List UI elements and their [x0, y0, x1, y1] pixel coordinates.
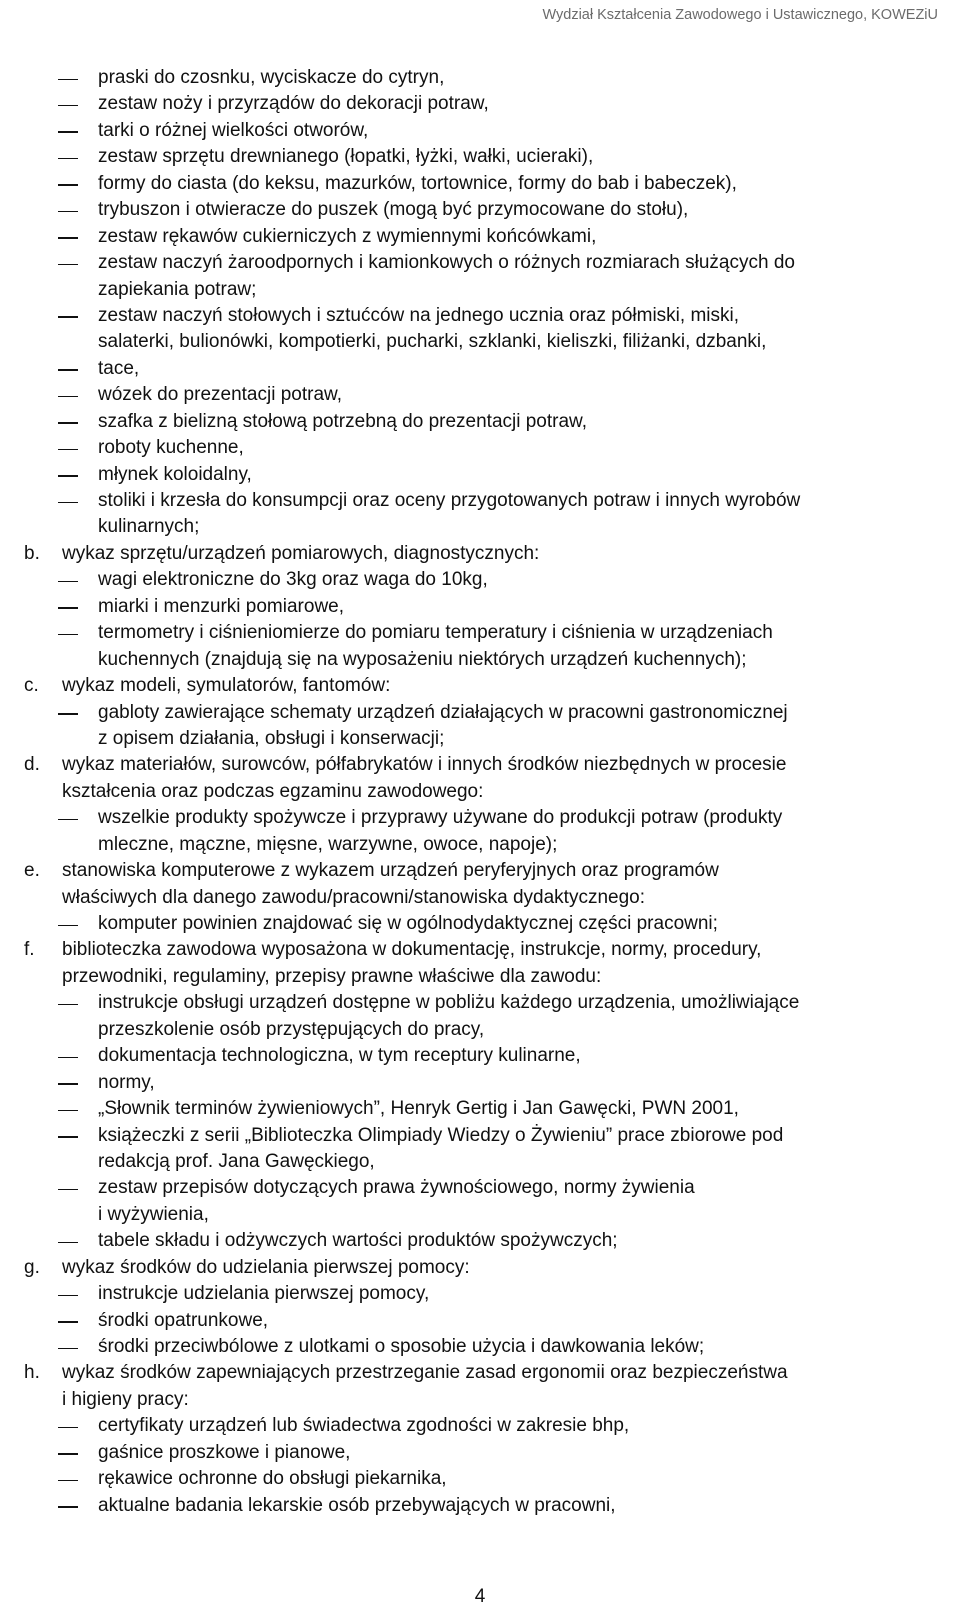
dash-bullet: [58, 264, 78, 266]
list-item: [0, 1440, 960, 1466]
line-text: „Słownik terminów żywieniowych”, Henryk Gertig i Jan Gawęcki, PWN 2001,: [98, 1098, 739, 1120]
list-item: [0, 911, 960, 937]
line-text: tace,: [98, 357, 140, 379]
line-text: stanowiska komputerowe z wykazem urządzeń peryferyjnych oraz programów: [62, 860, 719, 882]
line-text: zestaw naczyń stołowych i sztućców na jednego ucznia oraz półmiski, miski,: [98, 304, 739, 326]
line-text: gabloty zawierające schematy urządzeń działających w pracowni gastronomicznej: [98, 701, 788, 723]
dash-bullet: [58, 1057, 78, 1059]
line-text: termometry i ciśnieniomierze do pomiaru temperatury i ciśnienia w urządzeniach: [98, 622, 773, 644]
line-text: komputer powinien znajdować się w ogólnodydaktycznej części pracowni;: [98, 913, 718, 934]
list-item-continuation: [0, 832, 960, 858]
line-text: zestaw sprzętu drewnianego (łopatki, łyżki, wałki, ucieraki),: [98, 146, 594, 168]
section-marker: b.: [24, 542, 40, 564]
dash-bullet: [58, 211, 78, 213]
list-item: [0, 1493, 960, 1519]
line-text: normy,: [98, 1071, 155, 1093]
line-text: rękawice ochronne do obsługi piekarnika,: [98, 1468, 447, 1490]
section-marker: e.: [24, 860, 40, 882]
section-marker: d.: [24, 754, 40, 776]
dash-bullet: [58, 502, 78, 504]
dash-bullet: [58, 819, 78, 821]
page-header: Wydział Kształcenia Zawodowego i Ustawicznego, KOWEZiU: [542, 7, 938, 23]
dash-bullet: [58, 1242, 78, 1244]
section-marker: g.: [24, 1256, 40, 1278]
list-item: [0, 91, 960, 117]
line-text: zestaw rękawów cukierniczych z wymiennymi końcówkami,: [98, 225, 597, 247]
list-item: [0, 594, 960, 620]
list-item-continuation: [0, 1387, 960, 1413]
list-item: [0, 990, 960, 1016]
line-text: wykaz materiałów, surowców, półfabrykatów i innych środków niezbędnych w procesie: [62, 754, 787, 776]
dash-bullet: [58, 396, 78, 398]
line-text: i wyżywienia,: [98, 1203, 209, 1225]
line-text: instrukcje obsługi urządzeń dostępne w pobliżu każdego urządzenia, umożliwiające: [98, 992, 800, 1014]
line-text: praski do czosnku, wyciskacze do cytryn,: [98, 67, 445, 88]
list-item: [0, 144, 960, 170]
line-text: roboty kuchenne,: [98, 437, 244, 459]
line-text: przeszkolenie osób przystępujących do pracy,: [98, 1018, 485, 1040]
list-item-continuation: [0, 1202, 960, 1228]
list-item: [0, 224, 960, 250]
line-text: tarki o różnej wielkości otworów,: [98, 119, 369, 141]
dash-bullet: [58, 1004, 78, 1006]
line-text: wagi elektroniczne do 3kg oraz waga do 10kg,: [98, 569, 488, 591]
list-item: [0, 1043, 960, 1069]
dash-bullet: [58, 1110, 78, 1112]
list-item: [0, 409, 960, 435]
list-item: [0, 356, 960, 382]
section-item: [0, 752, 960, 778]
list-item: [0, 620, 960, 646]
line-text: wykaz środków do udzielania pierwszej pomocy:: [62, 1256, 470, 1278]
page-number: 4: [474, 1586, 486, 1607]
line-text: z opisem działania, obsługi i konserwacji;: [98, 727, 445, 749]
section-marker: c.: [24, 675, 39, 697]
list-item-continuation: [0, 779, 960, 805]
line-text: kształcenia oraz podczas egzaminu zawodowego:: [62, 780, 484, 802]
dash-bullet: [58, 1427, 78, 1429]
line-text: właściwych dla danego zawodu/pracowni/stanowiska dydaktycznego:: [62, 886, 645, 908]
dash-bullet: [58, 925, 78, 927]
dash-bullet: [58, 449, 78, 451]
list-item-continuation: [0, 1017, 960, 1043]
dash-bullet: [58, 369, 78, 371]
dash-bullet: [58, 131, 78, 133]
section-marker: f.: [24, 939, 35, 961]
dash-bullet: [58, 79, 78, 81]
line-text: kulinarnych;: [98, 516, 200, 538]
list-item: [0, 1070, 960, 1096]
dash-bullet: [58, 1189, 78, 1191]
line-text: środki opatrunkowe,: [98, 1309, 269, 1331]
line-text: wszelkie produkty spożywcze i przyprawy używane do produkcji potraw (produkty: [98, 807, 783, 829]
section-item: [0, 673, 960, 699]
line-text: wykaz sprzętu/urządzeń pomiarowych, diagnostycznych:: [62, 542, 540, 564]
line-text: mleczne, mączne, mięsne, warzywne, owoce, napoje);: [98, 833, 558, 855]
line-text: instrukcje udzielania pierwszej pomocy,: [98, 1283, 430, 1305]
line-text: zestaw przepisów dotyczących prawa żywnościowego, normy żywienia: [98, 1177, 695, 1199]
list-item: [0, 250, 960, 276]
list-item: [0, 1175, 960, 1201]
line-text: tabele składu i odżywczych wartości produktów spożywczych;: [98, 1230, 618, 1252]
dash-bullet: [58, 184, 78, 186]
line-text: trybuszon i otwieracze do puszek (mogą być przymocowane do stołu),: [98, 199, 689, 221]
section-item: [0, 1255, 960, 1281]
line-text: miarki i menzurki pomiarowe,: [98, 595, 345, 617]
list-item: [0, 1228, 960, 1254]
line-text: dokumentacja technologiczna, w tym receptury kulinarne,: [98, 1045, 581, 1067]
line-text: stoliki i krzesła do konsumpcji oraz oceny przygotowanych potraw i innych wyrobów: [98, 490, 801, 511]
list-item: [0, 1334, 960, 1360]
list-item: [0, 805, 960, 831]
dash-bullet: [58, 607, 78, 609]
dash-bullet: [58, 1136, 78, 1138]
list-item: [0, 462, 960, 488]
section-item: [0, 858, 960, 884]
line-text: zapiekania potraw;: [98, 278, 257, 300]
list-item: [0, 488, 960, 514]
list-item: [0, 567, 960, 593]
list-item: [0, 700, 960, 726]
list-item: [0, 197, 960, 223]
list-item: [0, 171, 960, 197]
dash-bullet: [58, 422, 78, 424]
line-text: zestaw noży i przyrządów do dekoracji potraw,: [98, 93, 489, 115]
dash-bullet: [58, 316, 78, 318]
dash-bullet: [58, 1348, 78, 1350]
list-item-continuation: [0, 1149, 960, 1175]
list-item-continuation: [0, 964, 960, 990]
line-text: środki przeciwbólowe z ulotkami o sposobie użycia i dawkowania leków;: [98, 1336, 705, 1357]
dash-bullet: [58, 634, 78, 636]
line-text: i higieny pracy:: [62, 1388, 189, 1410]
list-item: [0, 1413, 960, 1439]
line-text: wykaz modeli, symulatorów, fantomów:: [62, 675, 391, 697]
line-text: redakcją prof. Jana Gawęckiego,: [98, 1150, 375, 1172]
dash-bullet: [58, 1321, 78, 1323]
line-text: szafka z bielizną stołową potrzebną do prezentacji potraw,: [98, 410, 587, 432]
list-item: [0, 382, 960, 408]
list-item: [0, 1281, 960, 1307]
list-item: [0, 1466, 960, 1492]
list-item-continuation: [0, 514, 960, 540]
line-text: gaśnice proszkowe i pianowe,: [98, 1441, 351, 1463]
line-text: wykaz środków zapewniających przestrzeganie zasad ergonomii oraz bezpieczeństwa: [62, 1362, 788, 1384]
list-item-continuation: [0, 329, 960, 355]
line-text: zestaw naczyń żaroodpornych i kamionkowych o różnych rozmiarach służących do: [98, 252, 795, 274]
list-item-continuation: [0, 885, 960, 911]
line-text: książeczki z serii „Biblioteczka Olimpiady Wiedzy o Żywieniu” prace zbiorowe pod: [98, 1124, 784, 1146]
dash-bullet: [58, 1295, 78, 1297]
line-text: wózek do prezentacji potraw,: [98, 384, 342, 406]
line-text: biblioteczka zawodowa wyposażona w dokumentację, instrukcje, normy, procedury,: [62, 939, 762, 961]
dash-bullet: [58, 475, 78, 477]
list-item: [0, 65, 960, 91]
line-text: kuchennych (znajdują się na wyposażeniu niektórych urządzeń kuchennych);: [98, 648, 747, 670]
section-item: [0, 1360, 960, 1386]
dash-bullet: [58, 237, 78, 239]
line-text: młynek koloidalny,: [98, 463, 252, 485]
list-item: [0, 1096, 960, 1122]
document-body: [0, 65, 960, 1519]
dash-bullet: [58, 1083, 78, 1085]
list-item: [0, 1123, 960, 1149]
section-marker: h.: [24, 1362, 40, 1384]
dash-bullet: [58, 1480, 78, 1482]
list-item: [0, 435, 960, 461]
dash-bullet: [58, 158, 78, 160]
list-item-continuation: [0, 726, 960, 752]
dash-bullet: [58, 1506, 78, 1508]
section-item: [0, 937, 960, 963]
list-item: [0, 1308, 960, 1334]
line-text: przewodniki, regulaminy, przepisy prawne właściwe dla zawodu:: [62, 965, 602, 987]
section-item: [0, 541, 960, 567]
list-item: [0, 118, 960, 144]
list-item-continuation: [0, 277, 960, 303]
line-text: aktualne badania lekarskie osób przebywających w pracowni,: [98, 1494, 616, 1516]
dash-bullet: [58, 1453, 78, 1455]
line-text: formy do ciasta (do keksu, mazurków, tortownice, formy do bab i babeczek),: [98, 172, 737, 194]
line-text: salaterki, bulionówki, kompotierki, pucharki, szklanki, kieliszki, filiżanki, dzbanki,: [98, 331, 767, 353]
dash-bullet: [58, 105, 78, 107]
list-item: [0, 303, 960, 329]
dash-bullet: [58, 713, 78, 715]
list-item-continuation: [0, 647, 960, 673]
dash-bullet: [58, 581, 78, 583]
line-text: certyfikaty urządzeń lub świadectwa zgodności w zakresie bhp,: [98, 1415, 630, 1437]
